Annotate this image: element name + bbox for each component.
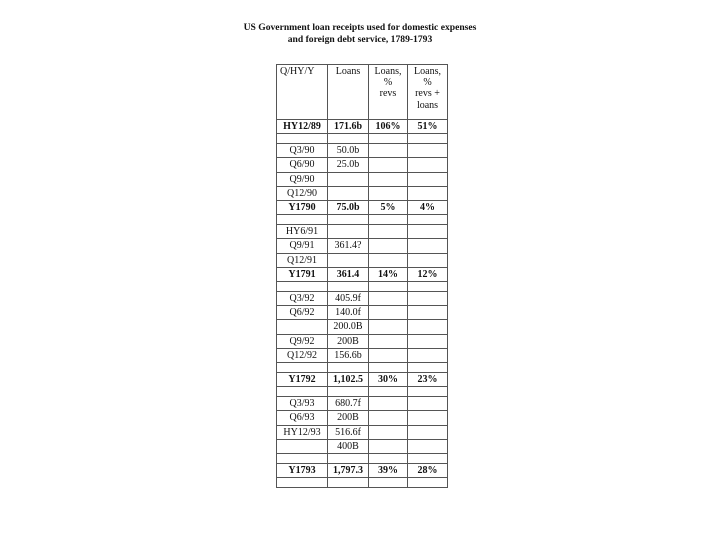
cell-loans: 1,102.5 (328, 373, 369, 387)
spacer-row (277, 363, 448, 373)
cell-loans: 50.0b (328, 144, 369, 158)
cell-pct-revs-loans (408, 172, 448, 186)
cell-pct-revs-loans (408, 348, 448, 362)
cell-period: Q3/90 (277, 144, 328, 158)
cell-pct-revs-loans (408, 478, 448, 488)
cell-loans: 680.7f (328, 397, 369, 411)
cell-period: Q6/93 (277, 411, 328, 425)
cell-pct-revs-loans (408, 411, 448, 425)
cell-pct-revs (369, 334, 408, 348)
cell-pct-revs (369, 186, 408, 200)
header-line: revs + (415, 88, 440, 100)
cell-period (277, 320, 328, 334)
cell-pct-revs-loans (408, 134, 448, 144)
title-line-2: and foreign debt service, 1789-1793 (287, 34, 433, 45)
table-body (277, 120, 448, 488)
cell-pct-revs-loans: 51% (408, 120, 448, 134)
cell-period: Q3/92 (277, 292, 328, 306)
cell-period (277, 387, 328, 397)
table-row (277, 425, 448, 439)
cell-period: HY12/93 (277, 425, 328, 439)
cell-pct-revs-loans (408, 253, 448, 267)
cell-pct-revs-loans (408, 215, 448, 225)
cell-period: Q6/90 (277, 158, 328, 172)
spacer-row (277, 387, 448, 397)
cell-pct-revs (369, 225, 408, 239)
cell-loans (328, 172, 369, 186)
table-row (277, 158, 448, 172)
document-title (210, 22, 510, 46)
header-loans (328, 65, 369, 120)
cell-loans: 400B (328, 439, 369, 453)
header-loans-pct-revs-loans (408, 65, 448, 120)
cell-loans (328, 253, 369, 267)
cell-pct-revs: 106% (369, 120, 408, 134)
spacer-row (277, 454, 448, 464)
title-line-1: US Government loan receipts used for domestic expenses (243, 22, 477, 33)
summary-row (277, 120, 448, 134)
header-line: loans (416, 99, 439, 111)
header-line: Loans, (374, 66, 402, 77)
cell-pct-revs (369, 454, 408, 464)
cell-period (277, 134, 328, 144)
cell-pct-revs: 14% (369, 267, 408, 281)
cell-pct-revs-loans (408, 439, 448, 453)
cell-pct-revs-loans (408, 363, 448, 373)
cell-pct-revs-loans (408, 320, 448, 334)
cell-pct-revs-loans (408, 425, 448, 439)
cell-period: Q3/93 (277, 397, 328, 411)
cell-pct-revs: 39% (369, 464, 408, 478)
cell-loans: 516.6f (328, 425, 369, 439)
cell-pct-revs-loans: 28% (408, 464, 448, 478)
summary-row (277, 267, 448, 281)
cell-pct-revs-loans: 23% (408, 373, 448, 387)
header-loans-pct-revs (369, 65, 408, 120)
cell-period (277, 215, 328, 225)
cell-loans: 200B (328, 411, 369, 425)
cell-loans: 361.4? (328, 239, 369, 253)
cell-loans (328, 186, 369, 200)
cell-pct-revs (369, 144, 408, 158)
cell-loans (328, 478, 369, 488)
cell-pct-revs (369, 253, 408, 267)
cell-pct-revs (369, 239, 408, 253)
loan-table (276, 64, 448, 488)
cell-period: HY6/91 (277, 225, 328, 239)
cell-period: Y1793 (277, 464, 328, 478)
table-row (277, 186, 448, 200)
cell-loans: 405.9f (328, 292, 369, 306)
table-row (277, 334, 448, 348)
cell-pct-revs-loans (408, 292, 448, 306)
cell-pct-revs-loans (408, 144, 448, 158)
table-row (277, 411, 448, 425)
cell-pct-revs (369, 306, 408, 320)
cell-loans (328, 282, 369, 292)
table-row (277, 320, 448, 334)
cell-pct-revs (369, 363, 408, 373)
cell-period: Y1790 (277, 201, 328, 215)
cell-pct-revs-loans (408, 282, 448, 292)
header-line: revs (379, 88, 397, 100)
table-row (277, 225, 448, 239)
header-period (277, 65, 328, 120)
cell-period: Q12/90 (277, 186, 328, 200)
spacer-row (277, 478, 448, 488)
header-line: % (423, 77, 432, 89)
summary-row (277, 201, 448, 215)
cell-loans (328, 225, 369, 239)
cell-pct-revs (369, 439, 408, 453)
cell-pct-revs (369, 172, 408, 186)
cell-pct-revs: 5% (369, 201, 408, 215)
cell-period (277, 282, 328, 292)
cell-period: Q9/92 (277, 334, 328, 348)
cell-pct-revs (369, 320, 408, 334)
table-row (277, 397, 448, 411)
table-row (277, 292, 448, 306)
cell-loans (328, 387, 369, 397)
cell-pct-revs (369, 282, 408, 292)
cell-period (277, 439, 328, 453)
cell-period: Y1791 (277, 267, 328, 281)
cell-pct-revs-loans (408, 239, 448, 253)
header-line: Loans, (414, 66, 441, 77)
cell-loans: 1,797.3 (328, 464, 369, 478)
cell-loans: 25.0b (328, 158, 369, 172)
cell-loans: 75.0b (328, 201, 369, 215)
cell-pct-revs (369, 348, 408, 362)
cell-pct-revs: 30% (369, 373, 408, 387)
table-row (277, 239, 448, 253)
cell-loans: 171.6b (328, 120, 369, 134)
cell-pct-revs (369, 215, 408, 225)
cell-pct-revs-loans (408, 306, 448, 320)
cell-pct-revs (369, 425, 408, 439)
cell-loans (328, 454, 369, 464)
header-line: Q/HY/Y (280, 66, 315, 77)
cell-period: Q12/91 (277, 253, 328, 267)
cell-pct-revs (369, 397, 408, 411)
cell-loans: 200B (328, 334, 369, 348)
cell-pct-revs-loans (408, 387, 448, 397)
cell-loans (328, 215, 369, 225)
cell-pct-revs (369, 158, 408, 172)
cell-loans (328, 134, 369, 144)
cell-period: Q6/92 (277, 306, 328, 320)
cell-pct-revs-loans (408, 334, 448, 348)
cell-period: HY12/89 (277, 120, 328, 134)
spacer-row (277, 282, 448, 292)
cell-pct-revs (369, 478, 408, 488)
header-line: Loans (335, 66, 361, 77)
table-row (277, 439, 448, 453)
table-row (277, 306, 448, 320)
table-header-row (277, 65, 448, 120)
cell-pct-revs-loans (408, 225, 448, 239)
table-row (277, 348, 448, 362)
cell-pct-revs-loans: 4% (408, 201, 448, 215)
summary-row (277, 373, 448, 387)
cell-loans: 140.0f (328, 306, 369, 320)
cell-pct-revs-loans (408, 397, 448, 411)
loan-table-container (276, 64, 448, 488)
cell-pct-revs (369, 411, 408, 425)
cell-pct-revs (369, 292, 408, 306)
cell-pct-revs-loans (408, 158, 448, 172)
cell-period: Y1792 (277, 373, 328, 387)
cell-pct-revs (369, 387, 408, 397)
table-row (277, 253, 448, 267)
cell-period (277, 454, 328, 464)
cell-period: Q9/91 (277, 239, 328, 253)
cell-period: Q12/92 (277, 348, 328, 362)
cell-period (277, 478, 328, 488)
table-row (277, 172, 448, 186)
summary-row (277, 464, 448, 478)
table-row (277, 144, 448, 158)
cell-pct-revs-loans (408, 186, 448, 200)
cell-pct-revs-loans (408, 454, 448, 464)
cell-period: Q9/90 (277, 172, 328, 186)
cell-loans: 156.6b (328, 348, 369, 362)
spacer-row (277, 215, 448, 225)
spacer-row (277, 134, 448, 144)
header-line: % (383, 77, 393, 89)
cell-pct-revs-loans: 12% (408, 267, 448, 281)
cell-period (277, 363, 328, 373)
cell-loans: 200.0B (328, 320, 369, 334)
cell-loans: 361.4 (328, 267, 369, 281)
cell-pct-revs (369, 134, 408, 144)
cell-loans (328, 363, 369, 373)
